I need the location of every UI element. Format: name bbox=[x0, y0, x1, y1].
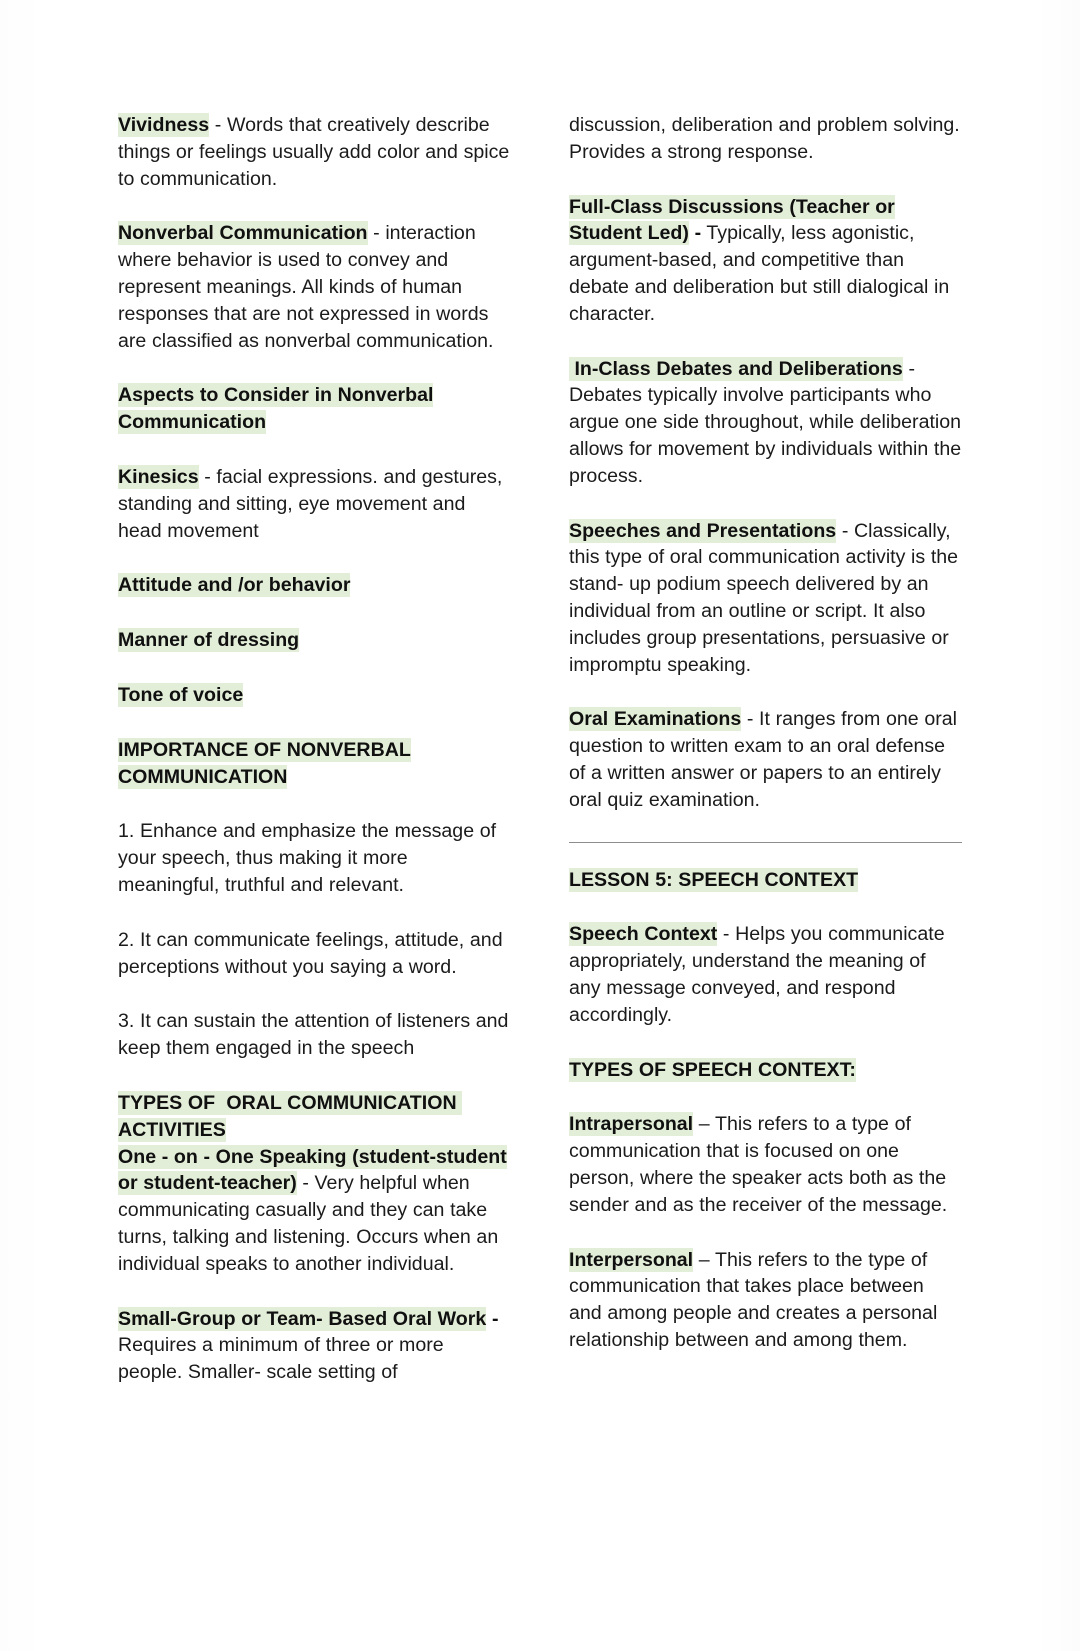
body-speech-context: - Helps you communicate appropriately, understand the meaning of any message conveyed, and respond accordingly. bbox=[569, 923, 945, 1026]
heading-tail-full-class: - bbox=[688, 222, 702, 245]
block-importance-of-nonverbal bbox=[118, 737, 511, 791]
body-importance-item-1: 1. Enhance and emphasize the message of your speech, thus making it more meaningful, truthful and relevant. bbox=[118, 820, 497, 896]
heading-attitude-behavior: Attitude and /or behavior bbox=[118, 574, 351, 597]
block-importance-item-1 bbox=[118, 818, 511, 898]
heading-types-of-oral-activities: TYPES OF ORAL COMMUNICATION ACTIVITIES bbox=[118, 1091, 462, 1141]
block-manner-of-dressing bbox=[118, 627, 511, 654]
body-nonverbal-communication: - interaction where behavior is used to convey and represent meanings. All kinds of human responses that are not expressed in words are classified as nonverbal communication. bbox=[118, 222, 494, 352]
block-importance-item-2 bbox=[118, 927, 511, 981]
heading-intrapersonal: Intrapersonal bbox=[569, 1113, 694, 1136]
heading-small-group-team-based: Small-Group or Team- Based Oral Work bbox=[118, 1307, 487, 1330]
heading-types-of-speech-context: TYPES OF SPEECH CONTEXT: bbox=[569, 1058, 856, 1081]
block-kinesics bbox=[118, 464, 511, 544]
heading-speeches-presentations: Speeches and Presentations bbox=[569, 519, 837, 542]
body-interpersonal: – This refers to the type of communication that takes place between and among people and creates a personal relationship between and among them. bbox=[569, 1248, 938, 1351]
block-types-of-speech-context bbox=[569, 1057, 962, 1084]
block-in-class-debates bbox=[569, 356, 962, 490]
left-column bbox=[118, 112, 511, 1414]
body-speeches-presentations: - Classically, this type of oral communication activity is the stand- up podium speech delivered by an individual from an outline or script. It also includes group presentations, persuasive or impromptu speaking. bbox=[569, 519, 959, 676]
heading-vividness: Vividness bbox=[118, 114, 210, 136]
heading-kinesics: Kinesics bbox=[118, 465, 199, 488]
body-small-group-team-based: Requires a minimum of three or more people. Smaller- scale setting of bbox=[118, 1334, 444, 1384]
heading-oral-examinations: Oral Examinations bbox=[569, 708, 742, 731]
block-vividness bbox=[118, 112, 511, 192]
body-oral-examinations: - It ranges from one oral question to written exam to an oral defense of a written answer or papers to an entirely oral quiz examination. bbox=[569, 708, 957, 811]
block-types-of-oral-activities bbox=[118, 1090, 511, 1144]
heading-nonverbal-communication: Nonverbal Communication bbox=[118, 222, 368, 245]
heading-full-class-discussions: Full-Class Discussions (Teacher or Student Led) bbox=[569, 195, 895, 245]
heading-manner-of-dressing: Manner of dressing bbox=[118, 629, 300, 652]
body-importance-item-2: 2. It can communicate feelings, attitude, and perceptions without you saying a word. bbox=[118, 928, 503, 978]
block-intrapersonal bbox=[569, 1111, 962, 1218]
block-speeches-presentations bbox=[569, 518, 962, 679]
block-one-on-one-speaking bbox=[118, 1144, 511, 1278]
body-vividness: - Words that creatively describe things or feelings usually add color and spice to communication. bbox=[118, 114, 510, 190]
body-in-class-debates: - Debates typically involve participants who argue one side throughout, while deliberation allows for movement by individuals within the process. bbox=[569, 357, 962, 487]
body-kinesics: - facial expressions. and gestures, standing and sitting, eye movement and head movement bbox=[118, 465, 503, 542]
block-lesson-5-heading bbox=[569, 867, 962, 894]
right-column bbox=[569, 112, 962, 1414]
body-importance-item-3: 3. It can sustain the attention of listeners and keep them engaged in the speech bbox=[118, 1010, 509, 1060]
heading-importance-of-nonverbal: IMPORTANCE OF NONVERBAL COMMUNICATION bbox=[118, 738, 411, 788]
block-full-class-discussions bbox=[569, 194, 962, 328]
block-tone-of-voice bbox=[118, 682, 511, 709]
heading-interpersonal: Interpersonal bbox=[569, 1248, 694, 1271]
block-attitude-behavior bbox=[118, 572, 511, 599]
block-nonverbal-communication bbox=[118, 220, 511, 354]
heading-one-on-one-speaking: One - on - One Speaking (student-student or student-teacher) bbox=[118, 1145, 507, 1195]
body-intrapersonal: – This refers to a type of communication that is focused on one person, where the speaker acts both as the sender and as the receiver of the message. bbox=[569, 1113, 948, 1216]
heading-speech-context: Speech Context bbox=[569, 923, 718, 946]
block-speech-context bbox=[569, 921, 962, 1028]
block-small-group-continued bbox=[569, 112, 962, 166]
block-importance-item-3 bbox=[118, 1008, 511, 1062]
heading-tone-of-voice: Tone of voice bbox=[118, 683, 244, 706]
body-full-class-discussions: Typically, less agonistic, argument-based, and competitive than debate and deliberation but still dialogical in character. bbox=[569, 222, 950, 325]
heading-tail-small-group: - bbox=[486, 1307, 499, 1330]
block-small-group-team-based bbox=[118, 1306, 511, 1386]
heading-aspects-to-consider: Aspects to Consider in Nonverbal Communication bbox=[118, 384, 434, 434]
heading-lesson-5: LESSON 5: SPEECH CONTEXT bbox=[569, 868, 859, 891]
body-small-group-continued: discussion, deliberation and problem solving. Provides a strong response. bbox=[569, 114, 960, 163]
block-interpersonal bbox=[569, 1247, 962, 1354]
heading-in-class-debates: In-Class Debates and Deliberations bbox=[569, 357, 903, 380]
block-aspects-to-consider bbox=[118, 382, 511, 436]
two-column-layout bbox=[118, 112, 962, 1414]
body-one-on-one-speaking: - Very helpful when communicating casually and they can take turns, talking and listening. Occurs when an individual speaks to another individual. bbox=[118, 1172, 499, 1275]
block-oral-examinations bbox=[569, 706, 962, 813]
section-divider bbox=[569, 842, 962, 843]
